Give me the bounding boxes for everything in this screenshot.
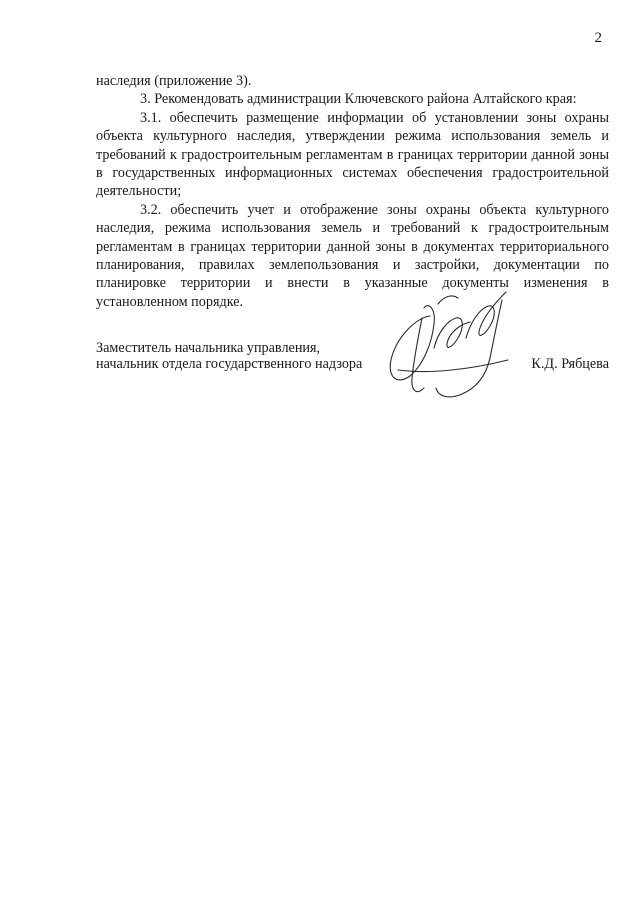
signatory-title-line-1: Заместитель начальника управления, <box>96 340 321 356</box>
paragraph-item-3-2: 3.2. обеспечить учет и отображение зоны охраны объекта культурного наследия, режима использования земель и требований к градостроительным регламентам в границах территории данной зоны в документах территориального планирования, правилах землепользования и застройки, документации по планировке территории и внести в указанные документы изменения в установленном порядке. <box>96 201 609 310</box>
signatory-title-line-2: начальник отдела государственного надзора <box>96 356 363 372</box>
paragraph-item-3-1: 3.1. обеспечить размещение информации об установлении зоны охраны объекта культурного наследия, утверждении режима использования земель и требований к градостроительным регламентам в границах территории данной зоны в государственных информационных системах обеспечения градостроительной деятельности; <box>96 109 609 200</box>
document-body <box>96 72 609 311</box>
paragraph-continuation: наследия (приложение 3). <box>96 73 252 89</box>
signatory-name: К.Д. Рябцева <box>531 356 609 372</box>
paragraph-item-3: 3. Рекомендовать администрации Ключевского района Алтайского края: <box>140 91 577 108</box>
signature-block <box>96 340 609 372</box>
page-number: 2 <box>594 30 602 46</box>
